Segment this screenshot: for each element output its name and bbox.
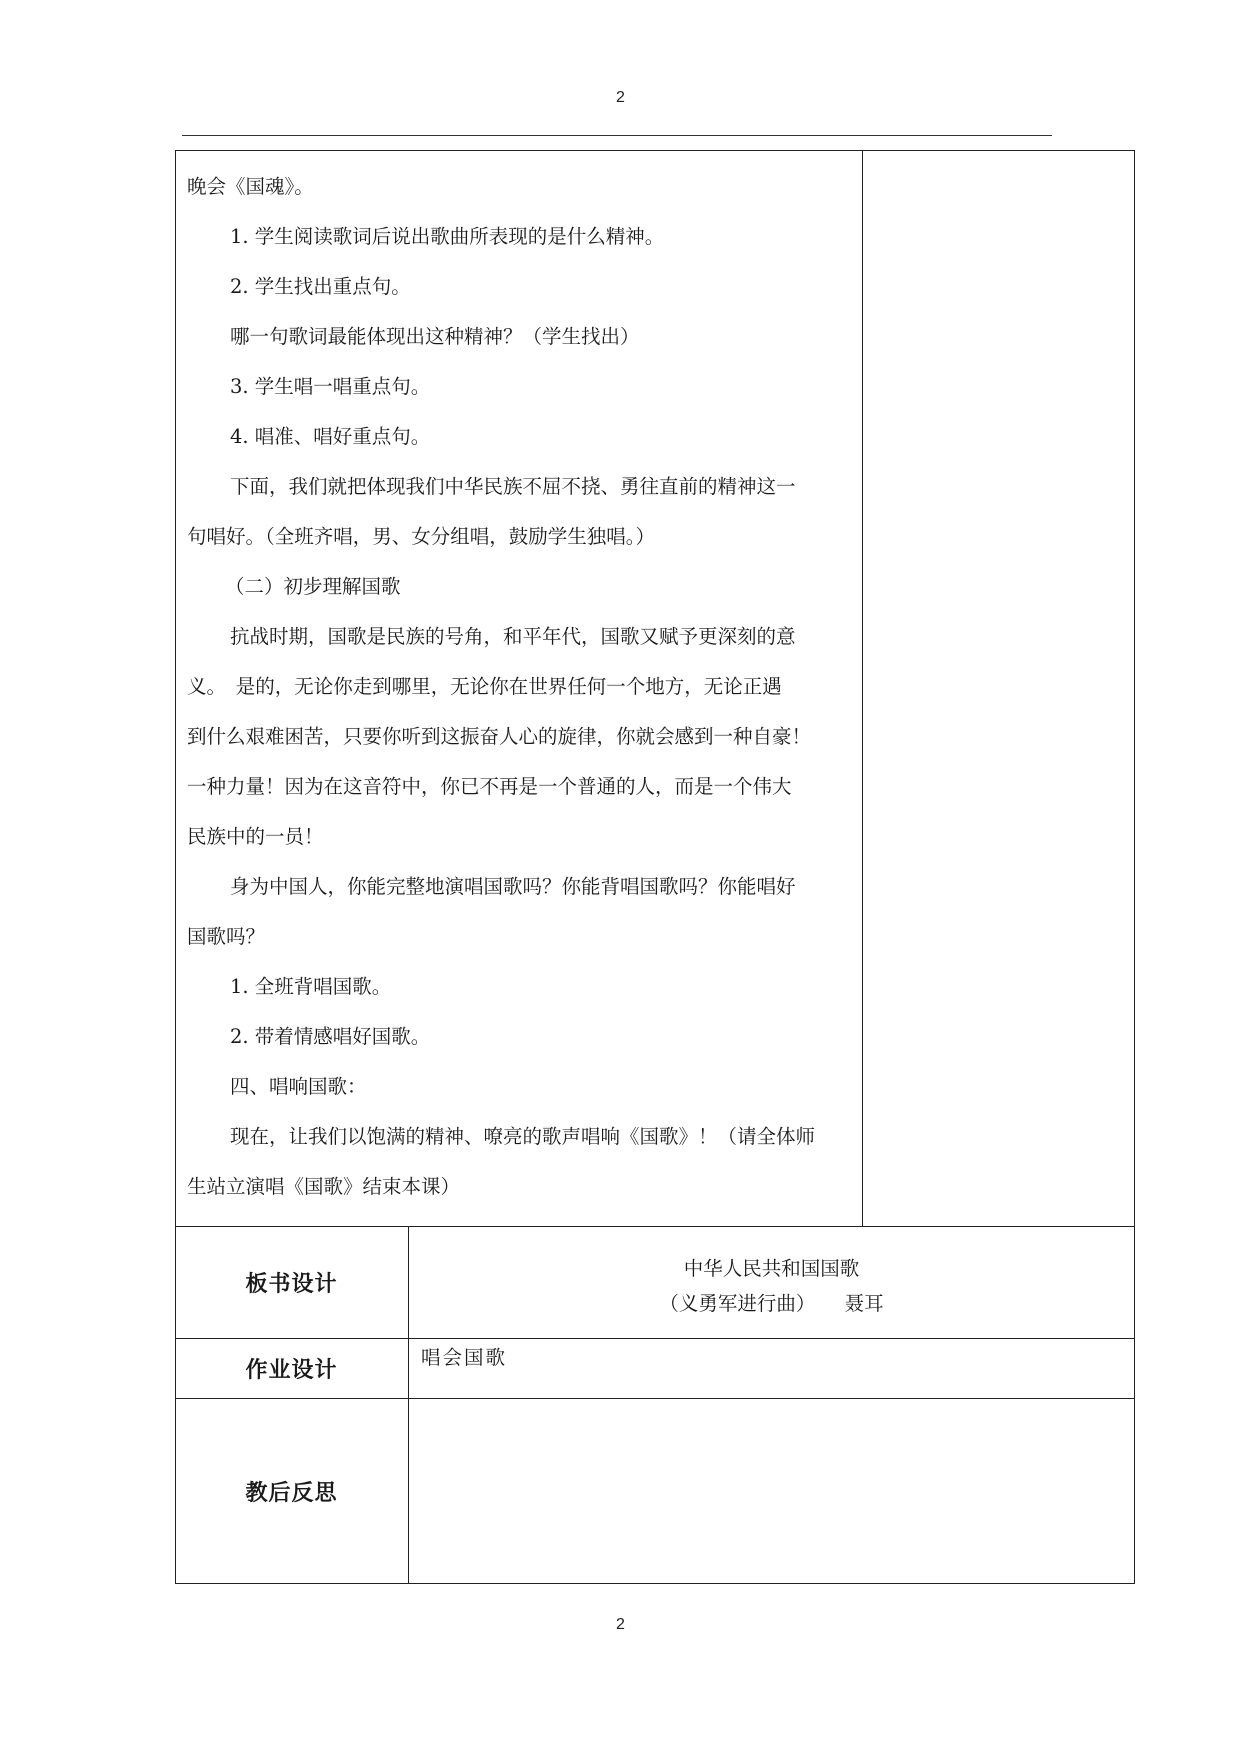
row-divider-board	[175, 1226, 1135, 1227]
board-design-label: 板书设计	[245, 1272, 338, 1297]
content-line: 生站立演唱《国歌》结束本课）	[187, 1175, 461, 1198]
content-line: 4. 唱准、唱好重点句。	[230, 425, 431, 448]
content-line: 1. 全班背唱国歌。	[230, 975, 392, 998]
content-line: 哪一句歌词最能体现出这种精神？（学生找出）	[230, 325, 640, 348]
reflection-label: 教后反思	[245, 1481, 338, 1506]
content-line: 1. 学生阅读歌词后说出歌曲所表现的是什么精神。	[230, 225, 665, 248]
content-line: 抗战时期，国歌是民族的号角，和平年代，国歌又赋予更深刻的意	[230, 625, 796, 648]
right-column-divider	[862, 150, 863, 1226]
footer-page-number: 2	[616, 1616, 625, 1633]
content-line: 现在，让我们以饱满的精神、嘹亮的歌声唱响《国歌》！（请全体师	[230, 1125, 816, 1148]
board-design-title: 中华人民共和国国歌	[683, 1257, 860, 1280]
content-line: 身为中国人，你能完整地演唱国歌吗？你能背唱国歌吗？你能唱好	[230, 875, 796, 898]
homework-value: 唱会国歌	[421, 1346, 508, 1369]
content-line: 2. 学生找出重点句。	[230, 275, 411, 298]
content-line: 国歌吗？	[187, 925, 266, 948]
lesson-content	[187, 162, 862, 1212]
row-divider-reflection	[175, 1398, 1135, 1399]
header-rule	[182, 135, 1052, 136]
content-line: 一种力量！因为在这音符中，你已不再是一个普通的人，而是一个伟大	[187, 775, 792, 798]
content-line: 晚会《国魂》。	[187, 175, 314, 198]
row-divider-homework	[175, 1338, 1135, 1339]
content-line: 句唱好。（全班齐唱，男、女分组唱，鼓励学生独唱。）	[187, 525, 656, 548]
content-line: 到什么艰难困苦，只要你听到这振奋人心的旋律，你就会感到一种自豪！	[187, 725, 812, 748]
board-design-subtitle: （义勇军进行曲） 聂耳	[659, 1292, 884, 1315]
content-line: 2. 带着情感唱好国歌。	[230, 1025, 431, 1048]
content-line: 民族中的一员！	[187, 825, 324, 848]
section-heading: （二）初步理解国歌	[225, 575, 401, 598]
homework-label: 作业设计	[245, 1358, 338, 1383]
content-line: 义。 是的，无论你走到哪里，无论你在世界任何一个地方，无论正遇	[187, 675, 782, 698]
content-line: 3. 学生唱一唱重点句。	[230, 375, 431, 398]
section-heading: 四、唱响国歌：	[230, 1075, 367, 1098]
header-page-number: 2	[616, 89, 625, 106]
content-line: 下面，我们就把体现我们中华民族不屈不挠、勇往直前的精神这一	[230, 475, 796, 498]
